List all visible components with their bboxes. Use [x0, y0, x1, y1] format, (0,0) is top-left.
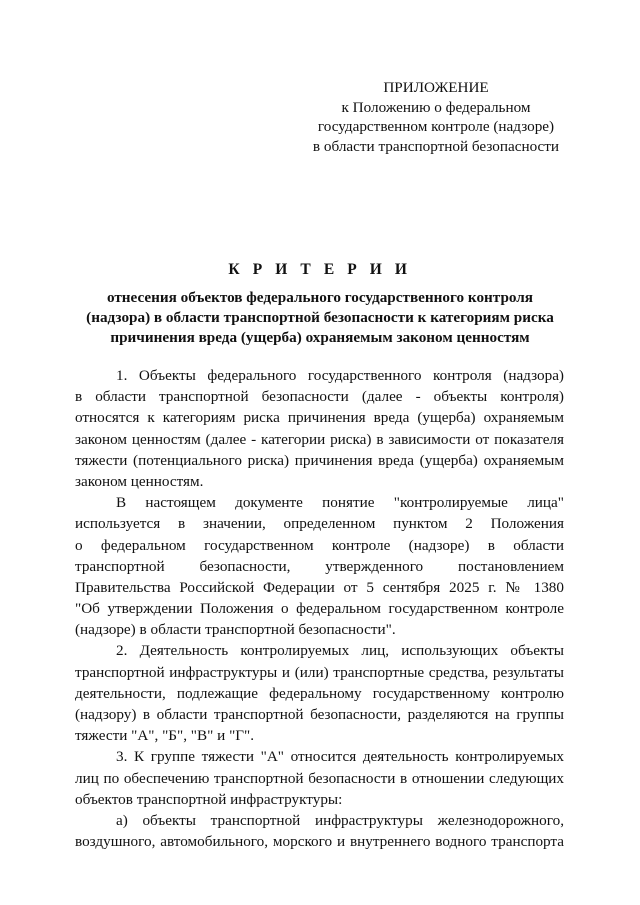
paragraph-line: законом ценностям (далее - категории риска) в зависимости от показателя	[75, 430, 564, 448]
appendix-line: ПРИЛОЖЕНИЕ	[383, 79, 489, 96]
paragraph-line: относятся к категориям риска причинения вреда (ущерба) охраняемым	[75, 409, 564, 427]
paragraph-line: в области транспортной безопасности (далее - объекты контроля)	[75, 388, 564, 406]
document-body	[75, 365, 564, 852]
document-title: К Р И Т Е Р И И	[228, 261, 412, 278]
subtitle-line: отнесения объектов федерального государственного контроля	[106, 289, 534, 306]
paragraph-line: 3. К группе тяжести "А" относится деятельность контролируемых	[116, 748, 564, 766]
appendix-line: к Положению о федеральном	[341, 98, 531, 116]
paragraph-line: используется в значении, определенном пунктом 2 Положения	[75, 515, 564, 533]
paragraph	[75, 365, 564, 492]
paragraph-line: лиц по обеспечению транспортной безопасности в отношении следующих	[75, 769, 564, 787]
paragraph-line: 1. Объекты федерального государственного контроля (надзора)	[116, 367, 564, 384]
paragraph-line: "Об утверждении Положения о федеральном государственном контроле	[75, 600, 564, 618]
appendix-line: государственном контроле (надзоре)	[317, 118, 555, 135]
paragraph-line: (надзоре) в области транспортной безопасности".	[75, 621, 396, 639]
paragraph-line: тяжести "А", "Б", "В" и "Г".	[75, 727, 255, 745]
paragraph	[75, 810, 564, 852]
paragraph-line: тяжести (потенциального риска) причинения вреда (ущерба) охраняемым	[75, 451, 564, 469]
paragraph-line: законом ценностям.	[75, 472, 204, 490]
paragraph	[75, 640, 564, 746]
paragraph-line: о федеральном государственном контроле (надзоре) в области	[75, 536, 564, 554]
paragraph-line: В настоящем документе понятие "контролируемые лица"	[116, 494, 564, 512]
paragraph-line: а) объекты транспортной инфраструктуры железнодорожного,	[116, 811, 564, 829]
paragraph	[75, 492, 564, 640]
paragraph-line: транспортной инфраструктуры и (или) транспортные средства, результаты	[75, 663, 564, 681]
paragraph-line: 2. Деятельность контролируемых лиц, использующих объекты	[116, 642, 564, 660]
paragraph	[75, 746, 564, 810]
paragraph-line: воздушного, автомобильного, морского и внутреннего водного транспорта	[75, 833, 564, 851]
appendix-line: в области транспортной безопасности	[312, 137, 560, 155]
paragraph-line: (надзору) в области транспортной безопасности, разделяются на группы	[75, 706, 564, 723]
paragraph-line: объектов транспортной инфраструктуры:	[75, 790, 343, 808]
paragraph-line: транспортной безопасности, утвержденного постановлением	[75, 557, 564, 575]
subtitle-line: причинения вреда (ущерба) охраняемым законом ценностям	[110, 328, 530, 346]
subtitle-line: (надзора) в области транспортной безопасности к категориям риска	[86, 308, 554, 326]
document-subtitle	[60, 288, 580, 347]
paragraph-line: деятельности, подлежащие федеральному государственному контролю	[75, 684, 564, 702]
paragraph-line: Правительства Российской Федерации от 5 сентября 2025 г. № 1380	[75, 578, 564, 596]
appendix-header	[300, 78, 572, 156]
